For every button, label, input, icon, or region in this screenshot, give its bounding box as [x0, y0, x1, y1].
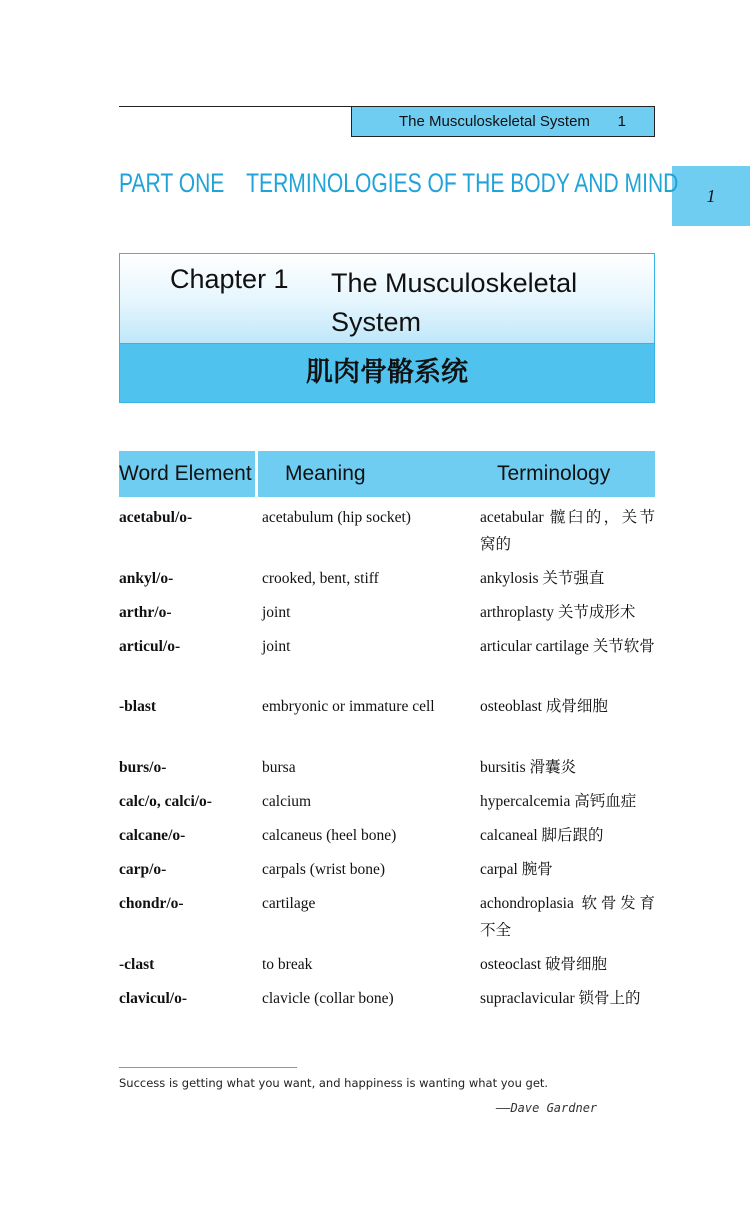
quote-author: ——Dave Gardner [496, 1101, 598, 1115]
table-row [119, 633, 659, 693]
word-element: burs/o- [119, 759, 167, 776]
running-header [351, 106, 655, 137]
word-element: arthr/o- [119, 604, 172, 621]
word-element: -clast [119, 956, 155, 973]
terminology: carpal 腕骨 [480, 861, 553, 878]
terminology: osteoclast 破骨细胞 [480, 956, 607, 973]
word-element: carp/o- [119, 861, 167, 878]
terminology: articular cartilage 关节软骨 [480, 638, 655, 655]
meaning: joint [262, 604, 291, 621]
column-header-divider [255, 451, 258, 497]
table-row [119, 565, 659, 599]
table-row [119, 951, 659, 985]
meaning: embryonic or immature cell [262, 698, 435, 715]
running-header-page-number: 1 [617, 113, 626, 130]
word-element: acetabul/o- [119, 509, 193, 526]
part-label: PART ONE [119, 168, 225, 198]
meaning: cartilage [262, 895, 316, 912]
table-row [119, 504, 659, 565]
meaning: calcaneus (heel bone) [262, 827, 397, 844]
quote-text: Success is getting what you want, and happiness is wanting what you get. [119, 1076, 549, 1090]
column-header-meaning: Meaning [285, 462, 366, 485]
terminology: arthroplasty 关节成形术 [480, 604, 636, 621]
word-element: -blast [119, 698, 157, 715]
table-row [119, 890, 659, 951]
chapter-side-tab: 1 [672, 166, 750, 226]
meaning: calcium [262, 793, 312, 810]
terminology: achondroplasia 软骨发育不全 [480, 895, 655, 939]
meaning: crooked, bent, stiff [262, 570, 379, 587]
table-row [119, 693, 659, 754]
terminology: supraclavicular 锁骨上的 [480, 990, 641, 1007]
word-element: articul/o- [119, 638, 181, 655]
column-header-word-element: Word Element [119, 462, 252, 485]
terminology: ankylosis 关节强直 [480, 570, 605, 587]
word-element: calc/o, calci/o- [119, 793, 212, 810]
word-element: calcane/o- [119, 827, 186, 844]
terminology: calcaneal 脚后跟的 [480, 827, 604, 844]
meaning: clavicle (collar bone) [262, 990, 394, 1007]
table-row [119, 985, 659, 1019]
running-header-title: The Musculoskeletal System [399, 113, 590, 130]
chapter-title-box [119, 253, 655, 403]
footnote-rule [119, 1067, 297, 1068]
table-row [119, 788, 659, 822]
terminology: osteoblast 成骨细胞 [480, 698, 608, 715]
meaning: joint [262, 638, 291, 655]
chapter-title-english [120, 254, 654, 343]
meaning: to break [262, 956, 313, 973]
word-element: clavicul/o- [119, 990, 188, 1007]
terminology: bursitis 滑囊炎 [480, 759, 577, 776]
header-rule [119, 106, 352, 107]
meaning: bursa [262, 759, 296, 776]
chapter-number: Chapter 1 [170, 264, 289, 294]
table-row [119, 599, 659, 633]
chapter-name: The Musculoskeletal System [331, 268, 578, 337]
column-header-terminology: Terminology [497, 462, 611, 485]
meaning: carpals (wrist bone) [262, 861, 386, 878]
word-element: ankyl/o- [119, 570, 174, 587]
table-row [119, 754, 659, 788]
part-heading [119, 168, 679, 199]
meaning: acetabulum (hip socket) [262, 509, 411, 526]
table-row [119, 856, 659, 890]
part-title: TERMINOLOGIES OF THE BODY AND MIND [246, 168, 679, 198]
word-element: chondr/o- [119, 895, 184, 912]
terminology: acetabular 髋臼的，关节窝的 [480, 509, 655, 553]
table-row [119, 822, 659, 856]
terminology: hypercalcemia 高钙血症 [480, 793, 637, 810]
terminology-table [119, 504, 659, 1019]
table-header [119, 451, 655, 497]
chapter-title-chinese: 肌肉骨骼系统 [120, 343, 654, 402]
